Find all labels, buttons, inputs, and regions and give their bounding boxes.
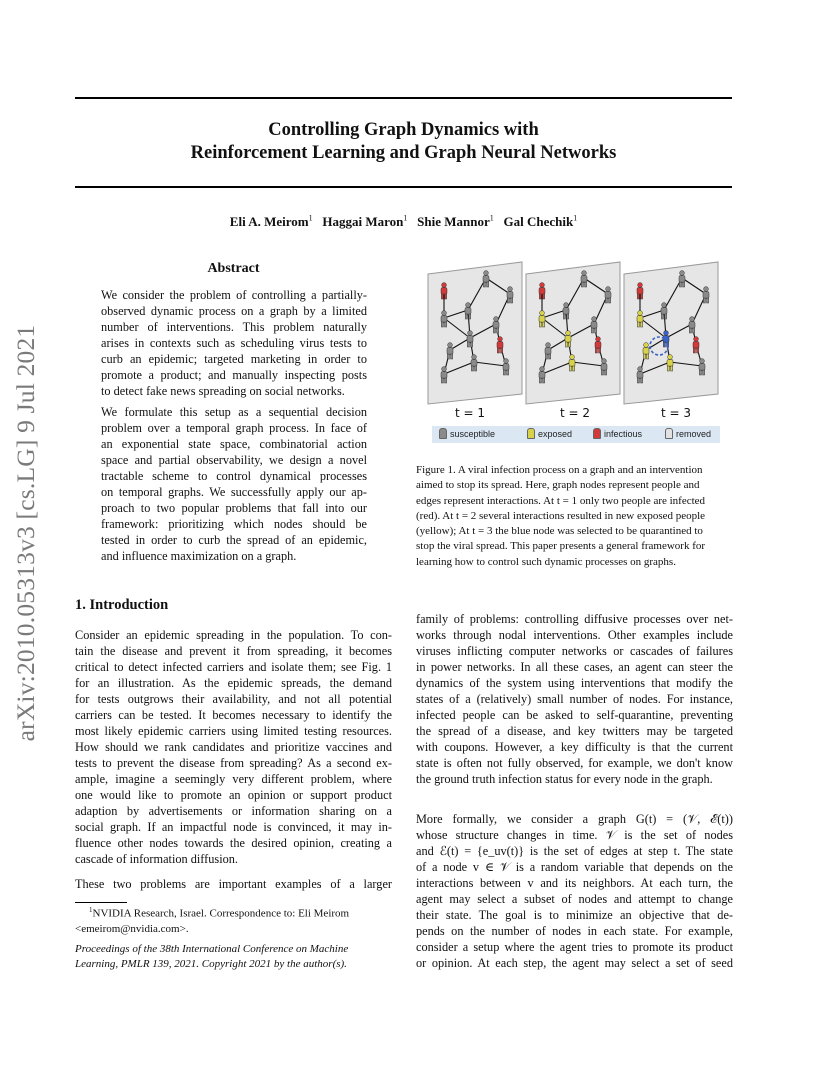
title-bottom-rule [75, 186, 732, 188]
legend-susceptible: susceptible [450, 429, 495, 439]
title-line-1: Controlling Graph Dynamics with [268, 120, 539, 140]
arxiv-stamp: arXiv:2010.05313v3 [cs.LG] 9 Jul 2021 [11, 324, 40, 742]
abstract-paragraph-1: We consider the problem of controlling a partially- observed dynamic process on a graph by a limited number of interventions. This problem naturally arises in contexts such as scheduling virus tests to curb an epidemic; targeted marketing in order to promote a product; and manually inspecting posts to detect fake news spreading on social networks. [101, 288, 367, 398]
intro-paragraph-1: Consider an epidemic spreading in the population. To con- tain the disease and prevent it from spreading, it becomes critical to detect infected carriers and isolate them; see Fig. 1 for an illustration. As the epidemic spreads, the demand for tests outgrows their availability, and not all potential carriers can be tested. It becomes necessary to identify the most likely epidemic carriers using limited testing resources. How should we rank candidates and prioritize vaccines and tests to prevent the disease from spreading? As a second ex- ample, imagine a seemingly very different problem, where one would like to promote an opinion or support product adaption by advertisements or information sharing on a social graph. If an impactful node is convinced, it may in- fluence other nodes towards the desired opinion, creating a cascade of information diffusion. [75, 628, 392, 866]
legend-removed: removed [676, 429, 711, 439]
time-label-t2: t = 2 [560, 406, 591, 420]
author: Haggai Maron$^1$ [322, 214, 408, 230]
legend-infectious: infectious [604, 429, 642, 439]
intro-paragraph-2-start: These two problems are important examples of a larger [75, 877, 392, 891]
abstract-heading: Abstract [207, 261, 260, 276]
intro-right-paragraph-2: More formally, we consider a graph G(t) = (𝒱, ℰ(t)) whose structure changes in time. 𝒱 is the set of nodes and ℰ(t) = {e_uv(t)} is the set of edges at step t. The state of a node v ∈ 𝒱 is a random variable that depends on the interactions between v and its neighbors. At each turn, the agent may select a subset of nodes and attempt to change their state. The goal is to minimize an objective that de- pends on the number of nodes in each state. For example, consider a setup where the agent tries to promote its product or opinion. At each step, the agent may select a set of seed [416, 812, 733, 970]
time-label-t3: t = 3 [661, 406, 692, 420]
time-label-t1: t = 1 [455, 406, 486, 420]
top-rule [75, 97, 732, 99]
figure-caption: Figure 1. A viral infection process on a graph and an intervention aimed to stop its spread. Here, graph nodes represent people and edges represent interactions. At t = 1 only two people are infected (red). At t = 2 several interactions resulted in new exposed people (yellow); At t = 3 the blue node was selected to be quarantined to stop the viral spread. This paper presents a general framework for learning how to control such dynamic processes on graphs. [416, 464, 706, 568]
abstract-paragraph-2: We formulate this setup as a sequential decision problem over a temporal graph process. In face of an exponential state space, combinatorial action space and partial observability, we design a novel tractable scheme to control dynamical processes on temporal graphs. We successfully apply our ap- proach to two popular problems that fall into our framework: prioritizing which nodes should be tested in order to curb the spread of an epidemic, and influence maximization on a graph. [101, 405, 367, 563]
proceedings-notice: Proceedings of the 38th International Conference on Machine Learning, PMLR 139, 2021. Copyright 2021 by the author(s). [75, 943, 349, 970]
figure-legend [432, 426, 720, 443]
legend-exposed: exposed [538, 429, 572, 439]
title-line-2: Reinforcement Learning and Graph Neural Networks [190, 143, 617, 163]
footnote: $^1$NVIDIA Research, Israel. Correspondence to: Eli Meirom <emeirom@nvidia.com>. [75, 906, 350, 935]
author-list [75, 214, 732, 230]
author: Eli A. Meirom$^1$ [229, 214, 313, 230]
section-heading-introduction: 1. Introduction [75, 597, 169, 613]
paper-title [75, 119, 732, 165]
author: Gal Chechik$^1$ [503, 214, 578, 230]
author: Shie Mannor$^1$ [417, 214, 494, 230]
intro-right-paragraph-1: family of problems: controlling diffusive processes over net- works through nodal interventions. Other examples include viruses inflicting computer networks or cascades of failures in power networks. In all these cases, an agent can steer the dynamics of the system using interventions that modify the states of a (relatively) small number of nodes. For instance, infected people can be asked to self-quarantine, preventing the spread of a disease, and key twitters may be targeted with coupons. However, a key difficulty is that the current state is often not fully observed, for example, we don't know the ground truth infection status for every node in the graph. [416, 612, 733, 786]
